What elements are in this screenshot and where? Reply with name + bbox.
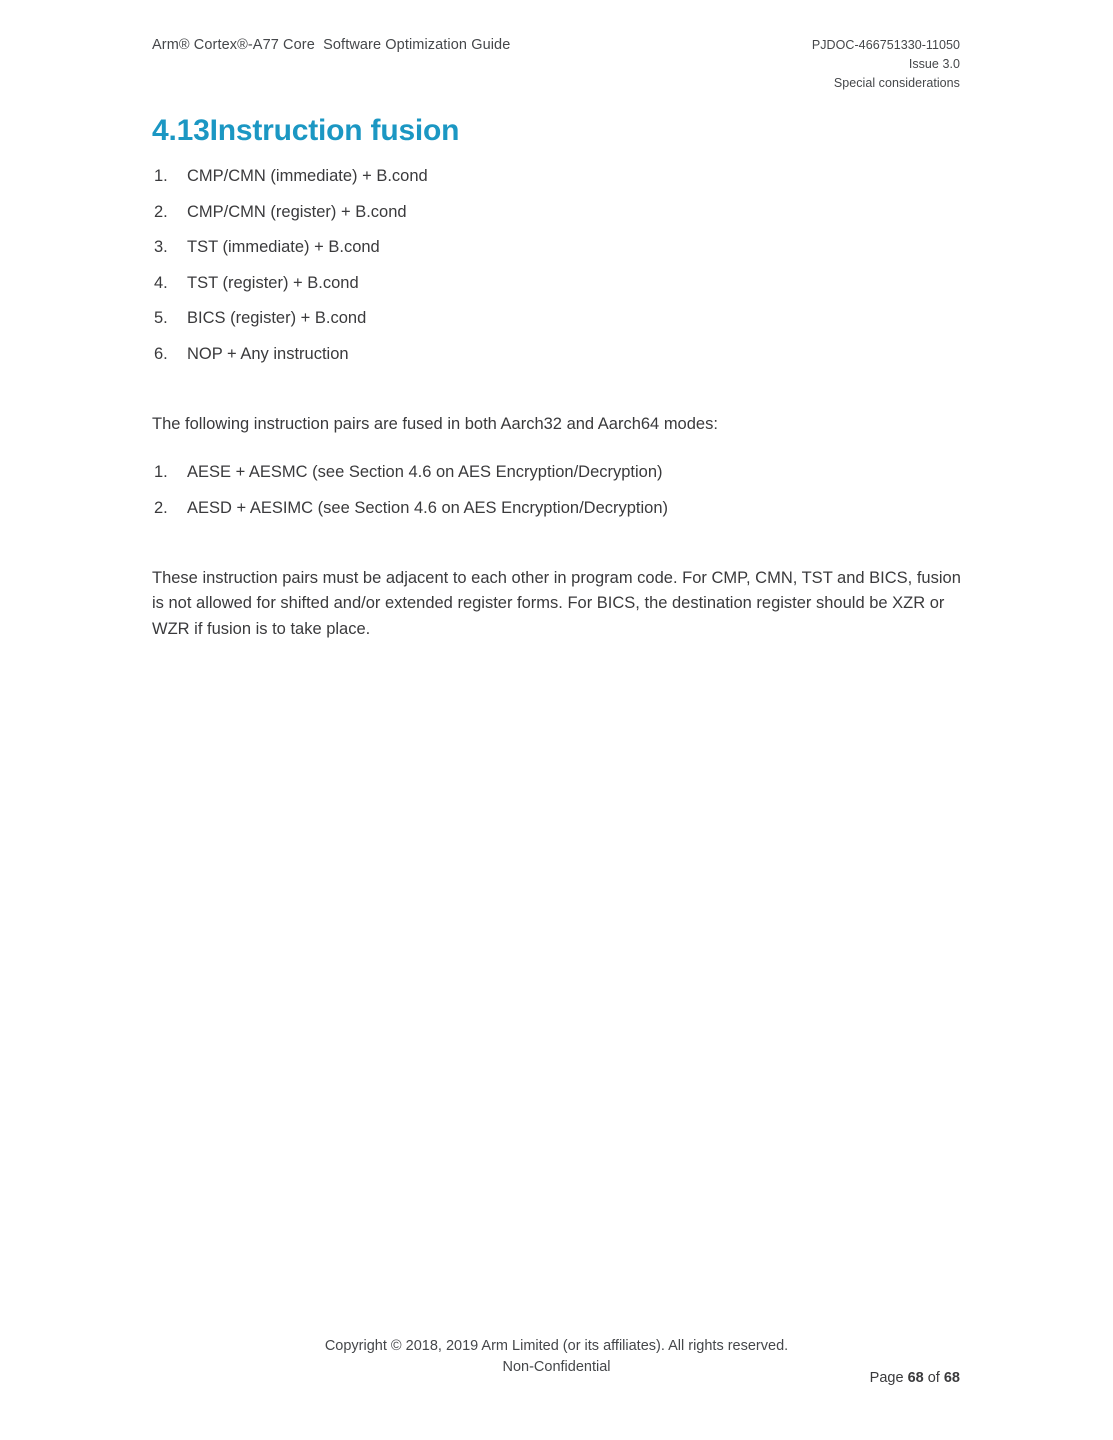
page-number-total: 68 — [943, 1370, 960, 1386]
list-item-marker: 1. — [154, 463, 168, 481]
list-item — [152, 273, 962, 294]
list-item — [152, 237, 962, 258]
list-item-marker: 5. — [154, 309, 168, 327]
list-item-marker: 1. — [154, 167, 168, 185]
list-item-marker: 6. — [154, 344, 168, 363]
header-chapter: Special considerations — [833, 76, 960, 90]
list-item-marker: 3. — [154, 238, 168, 256]
list-item — [152, 166, 962, 187]
intro-paragraph: The following instruction pairs are fused in both Aarch32 and Aarch64 modes: — [152, 414, 718, 433]
header-document-title: Arm® Cortex®-A77 Core Software Optimization Guide — [152, 37, 511, 53]
page-header — [152, 36, 960, 96]
list-item-label: BICS (register) + B.cond — [187, 309, 367, 327]
page-content — [152, 112, 962, 642]
section-title: Instruction fusion — [209, 114, 460, 147]
list-item-label: TST (register) + B.cond — [187, 273, 359, 292]
list-item — [152, 498, 962, 519]
spacer — [152, 437, 962, 462]
header-doc-id: PJDOC-466751330-11050 — [811, 38, 960, 52]
list-item-marker: 2. — [154, 498, 168, 517]
page-number-prefix: Page — [869, 1370, 908, 1386]
list-item-label: NOP + Any instruction — [187, 344, 349, 363]
footer-copyright: Copyright © 2018, 2019 Arm Limited (or its affiliates). All rights reserved. — [324, 1338, 789, 1354]
list-item — [152, 344, 962, 365]
footer-confidentiality: Non-Confidential — [502, 1359, 611, 1375]
list-item-label: TST (immediate) + B.cond — [187, 238, 380, 256]
list-item — [152, 462, 962, 483]
page-title — [152, 112, 962, 150]
spacer — [152, 365, 962, 412]
list-item-label: AESD + AESIMC (see Section 4.6 on AES Encryption/Decryption) — [187, 498, 669, 517]
list-item — [152, 308, 962, 329]
list-item — [152, 202, 962, 223]
header-meta-block — [812, 36, 960, 93]
list-item-label: CMP/CMN (register) + B.cond — [187, 202, 407, 221]
page-number-current: 68 — [907, 1370, 924, 1386]
header-issue: Issue 3.0 — [908, 57, 960, 71]
fusion-pairs-list — [152, 166, 962, 365]
aes-pairs-list — [152, 462, 962, 519]
list-item-label: AESE + AESMC (see Section 4.6 on AES Encryption/Decryption) — [187, 463, 663, 481]
list-item-label: CMP/CMN (immediate) + B.cond — [187, 167, 428, 185]
page-number — [870, 1368, 960, 1388]
spacer — [152, 519, 962, 566]
section-number: 4.13 — [152, 114, 210, 147]
closing-paragraph: These instruction pairs must be adjacent to each other in program code. For CMP, CMN, TST and BICS, fusion is not allowed for shifted and/or extended register forms. For BICS, the destination register should be XZR or WZR if fusion is to take place. — [152, 568, 961, 638]
list-item-marker: 4. — [154, 273, 168, 292]
list-item-marker: 2. — [154, 202, 168, 221]
page-number-separator: of — [923, 1370, 944, 1386]
